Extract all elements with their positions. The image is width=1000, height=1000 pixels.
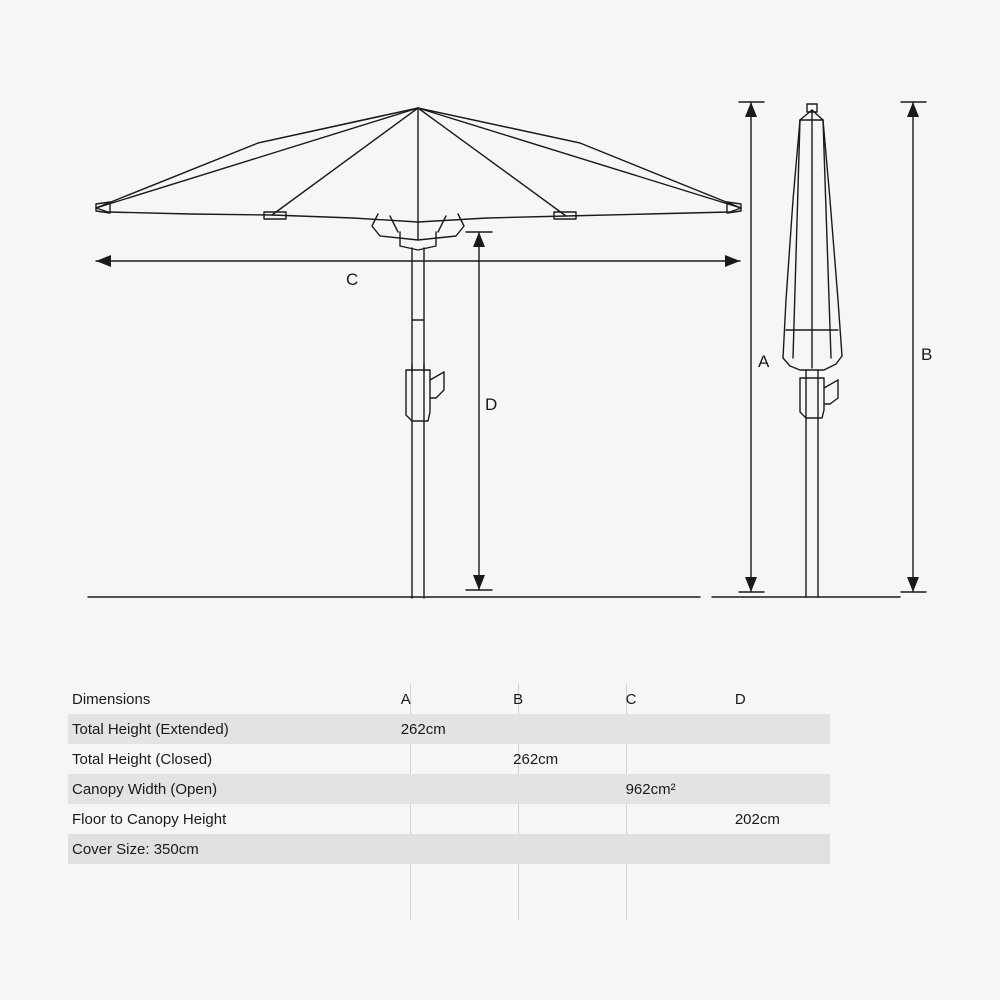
table-header-d: D xyxy=(734,690,746,708)
table-row xyxy=(68,774,830,804)
dimensions-table xyxy=(68,684,830,864)
table-row xyxy=(68,804,830,834)
row-value-c xyxy=(616,714,725,744)
table-header-row xyxy=(68,684,830,714)
row-value-b xyxy=(503,714,615,744)
table-header-a: A xyxy=(400,690,411,708)
row-value-d: 202cm xyxy=(734,810,780,828)
table-header-c: C xyxy=(625,690,637,708)
table-row xyxy=(68,714,830,744)
table-header-b: B xyxy=(513,690,524,708)
row-label: Floor to Canopy Height xyxy=(72,810,227,828)
diagram-label-d: D xyxy=(485,395,498,414)
row-value-a xyxy=(391,744,503,774)
row-label: Total Height (Closed) xyxy=(72,750,213,768)
row-value-a: 262cm xyxy=(391,714,503,744)
row-value-a xyxy=(391,804,503,834)
row-value-d xyxy=(725,774,830,804)
row-value-a xyxy=(391,774,503,804)
row-value-d xyxy=(725,714,830,744)
row-value-c xyxy=(616,744,725,774)
table-footer-row xyxy=(68,834,830,864)
cover-size-label: Cover Size: 350cm xyxy=(68,834,830,864)
row-value-d xyxy=(725,744,830,774)
row-value-b xyxy=(503,804,615,834)
row-label: Canopy Width (Open) xyxy=(68,774,391,804)
diagram-label-a: A xyxy=(758,352,770,371)
table-row xyxy=(68,744,830,774)
row-value-c: 962cm² xyxy=(616,774,725,804)
diagram-label-b: B xyxy=(921,345,933,364)
row-value-b xyxy=(503,774,615,804)
row-label: Total Height (Extended) xyxy=(68,714,391,744)
row-value-b: 262cm xyxy=(513,750,559,768)
table-header-title: Dimensions xyxy=(72,690,151,708)
diagram-label-c: C xyxy=(346,270,359,289)
row-value-c xyxy=(616,804,725,834)
